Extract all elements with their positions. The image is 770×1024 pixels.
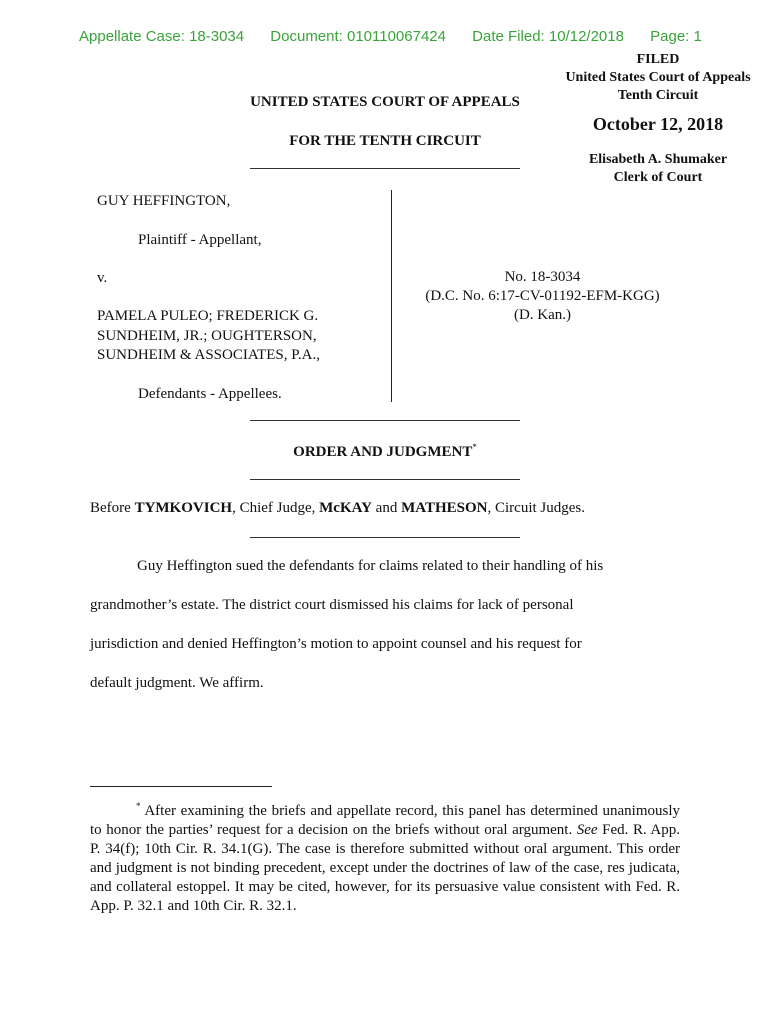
filed-date: October 12, 2018 [592, 114, 724, 134]
divider-rule [250, 420, 520, 421]
filed-circuit: Tenth Circuit [617, 88, 699, 103]
panel-line [90, 500, 585, 517]
order-title [200, 442, 570, 461]
panel-text: , Chief Judge, [232, 500, 320, 516]
footnote-marker: * [472, 442, 477, 452]
clerk-name: Elisabeth A. Shumaker [588, 152, 728, 167]
filed-stamp [548, 51, 768, 187]
divider-rule [250, 537, 520, 538]
page-number-header: Page: 1 [650, 28, 702, 45]
order-title-text: ORDER AND JUDGMENT [293, 444, 473, 460]
footnote-rule [90, 786, 272, 787]
filing-header [79, 28, 719, 45]
footnote-text: Fed. R. App. P. 34(f); 10th Cir. R. 34.1(G). The case is therefore submitted without oral argument. This order and judgment is not binding precedent, except under the doctrines of law of the case, res judicata, and collateral estoppel. It may be cited, however, for its persuasive value consistent with Fed. R. App. P. 32.1 and 10th Cir. R. 32.1. [90, 822, 681, 914]
plaintiff-name: GUY HEFFINGTON, [97, 193, 231, 209]
judge-name: McKAY [319, 500, 372, 516]
clerk-block [548, 151, 768, 187]
filed-court: United States Court of Appeals [565, 70, 751, 85]
case-number: No. 18-3034 [504, 269, 581, 285]
case-info [400, 268, 685, 325]
panel-suffix: , Circuit Judges. [487, 500, 585, 516]
caption-divider [391, 190, 392, 402]
panel-prefix: Before [90, 500, 135, 516]
defendants-line-2: SUNDHEIM, JR.; OUGHTERSON, [97, 328, 317, 344]
plaintiff-role: Plaintiff - Appellant, [138, 232, 262, 248]
footnote-see: See [576, 822, 598, 838]
panel-text: and [371, 500, 402, 516]
body-line-4: default judgment. We affirm. [90, 675, 264, 691]
body-line-3: jurisdiction and denied Heffington’s motion to appoint counsel and his request for [90, 636, 582, 652]
footnote-text: After examining the briefs and appellate record, this panel has determined unanimously to honor the parties’ request for a decision on the briefs without oral argument. [90, 803, 680, 838]
versus: v. [97, 270, 108, 286]
judge-name: MATHESON [401, 500, 488, 516]
defendants-line-3: SUNDHEIM & ASSOCIATES, P.A., [97, 347, 320, 363]
date-filed-header: Date Filed: 10/12/2018 [472, 28, 624, 45]
case-number-header: Appellate Case: 18-3034 [79, 28, 245, 45]
document-number-header: Document: 010110067424 [270, 28, 446, 45]
clerk-title: Clerk of Court [613, 170, 703, 185]
divider-rule [250, 479, 520, 480]
divider-rule [250, 168, 520, 169]
district-court: (D. Kan.) [513, 307, 572, 323]
district-case-number: (D.C. No. 6:17-CV-01192-EFM-KGG) [425, 288, 660, 304]
footnote [90, 797, 680, 916]
circuit-title: FOR THE TENTH CIRCUIT [289, 133, 481, 149]
defendants-line-1: PAMELA PULEO; FREDERICK G. [97, 308, 319, 324]
body-line-1: Guy Heffington sued the defendants for claims related to their handling of his [137, 558, 604, 574]
court-title: UNITED STATES COURT OF APPEALS [250, 94, 520, 110]
filed-label: FILED [636, 52, 680, 67]
defendants-role: Defendants - Appellees. [138, 386, 282, 402]
body-line-2: grandmother’s estate. The district court dismissed his claims for lack of personal [90, 597, 574, 613]
judge-name: TYMKOVICH [134, 500, 233, 516]
footnote-marker: * [136, 801, 141, 811]
